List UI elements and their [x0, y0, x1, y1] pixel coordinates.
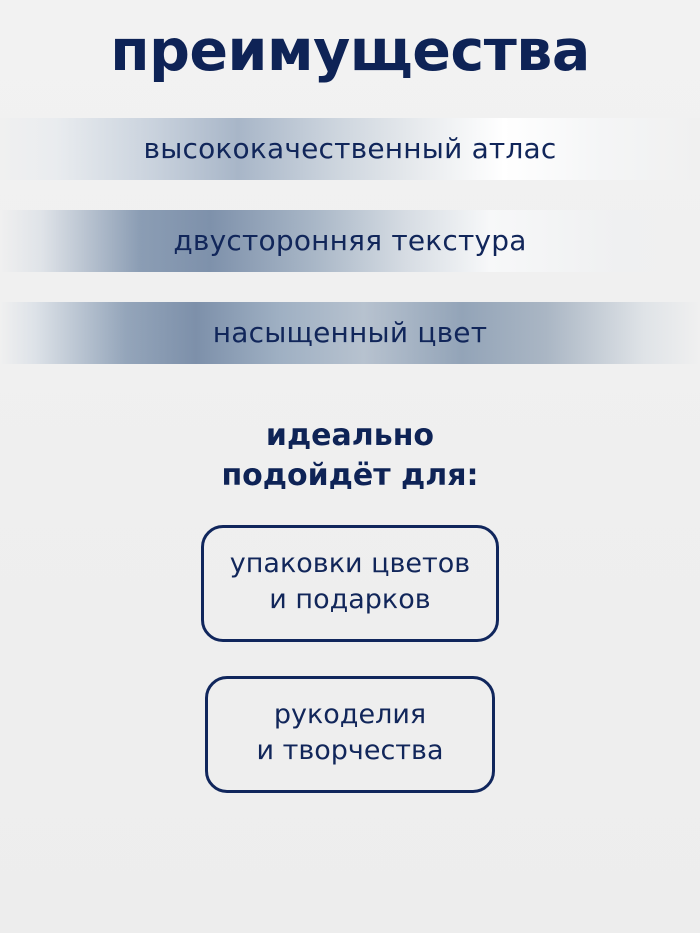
feature-band: [0, 302, 700, 364]
feature-band-list: [0, 118, 700, 394]
use-case-chip: [205, 676, 495, 793]
use-case-line-1: упаковки цветов: [229, 547, 471, 579]
feature-band: [0, 118, 700, 180]
use-case-line-2: и творчества: [256, 735, 444, 767]
feature-band: [0, 210, 700, 272]
use-case-chip: [201, 525, 499, 642]
section-subtitle-line-1: идеально: [265, 417, 435, 453]
section-subtitle-line-2: подойдёт для:: [221, 458, 479, 494]
section-subtitle: [221, 416, 478, 497]
feature-band-label: высококачественный атлас: [143, 132, 557, 166]
use-case-line-1: рукоделия: [273, 698, 427, 730]
page-title: преимущества: [110, 18, 590, 84]
use-case-list: [201, 525, 499, 793]
use-case-line-2: и подарков: [269, 584, 431, 616]
feature-band-label: двусторонняя текстура: [173, 224, 527, 258]
feature-band-label: насыщенный цвет: [212, 316, 488, 350]
